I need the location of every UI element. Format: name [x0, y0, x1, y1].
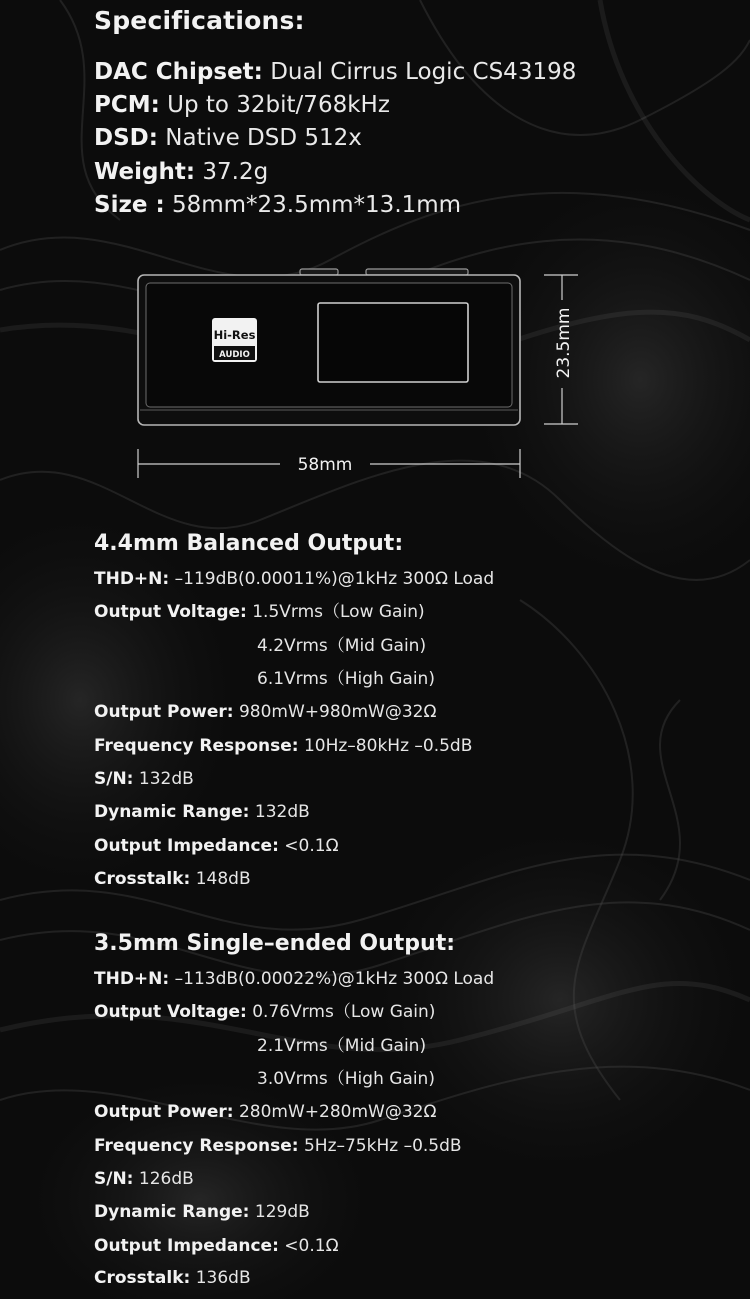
- row-value: 2.1Vrms（Mid Gain): [257, 1036, 427, 1056]
- row-value: 126dB: [138, 1169, 194, 1189]
- row-label: S/N:: [94, 769, 134, 789]
- balanced-thd-row: [94, 568, 494, 590]
- row-value: 980mW+980mW@32Ω: [238, 702, 437, 722]
- hi-res-logo-bottom-text: AUDIO: [219, 350, 250, 360]
- row-value: <0.1Ω: [284, 1236, 339, 1256]
- balanced-output-title: 4.4mm Balanced Output:: [94, 531, 404, 556]
- row-value: 6.1Vrms（High Gain): [257, 669, 435, 689]
- balanced-crosstalk-row: [94, 868, 251, 890]
- row-label: Output Voltage:: [94, 1002, 247, 1022]
- spec-value: 58mm*23.5mm*13.1mm: [171, 192, 462, 218]
- row-label: Output Impedance:: [94, 1236, 279, 1256]
- row-label: Output Power:: [94, 1102, 234, 1122]
- row-value: 280mW+280mW@32Ω: [238, 1102, 437, 1122]
- spec-label: DAC Chipset:: [94, 59, 263, 85]
- device-dimension-diagram: [0, 0, 750, 520]
- height-label: 23.5mm: [554, 307, 574, 379]
- single-crosstalk-row: [94, 1267, 251, 1289]
- row-label: THD+N:: [94, 969, 170, 989]
- row-label: Dynamic Range:: [94, 1202, 250, 1222]
- spec-label: Weight:: [94, 159, 196, 185]
- row-value: 5Hz–75kHz –0.5dB: [303, 1136, 462, 1156]
- row-value: 136dB: [195, 1268, 251, 1288]
- row-value: 148dB: [195, 869, 251, 889]
- single-voltage-high-row: [257, 1068, 435, 1090]
- width-label: 58mm: [297, 455, 353, 475]
- row-value: 129dB: [254, 1202, 310, 1222]
- balanced-voltage-mid-row: [257, 635, 426, 657]
- row-label: Frequency Response:: [94, 1136, 299, 1156]
- single-frequency-row: [94, 1135, 462, 1157]
- balanced-voltage-row: [94, 601, 425, 623]
- balanced-voltage-high-row: [257, 668, 435, 690]
- single-sn-row: [94, 1168, 194, 1190]
- spec-value: 37.2g: [202, 159, 269, 185]
- row-value: 4.2Vrms（Mid Gain): [257, 636, 427, 656]
- row-value: –119dB(0.00011%)@1kHz 300Ω Load: [174, 569, 495, 589]
- row-label: THD+N:: [94, 569, 170, 589]
- row-value: 132dB: [138, 769, 194, 789]
- row-label: Dynamic Range:: [94, 802, 250, 822]
- row-label: S/N:: [94, 1169, 134, 1189]
- single-dynamic-range-row: [94, 1201, 310, 1223]
- spec-value: Dual Cirrus Logic CS43198: [270, 59, 577, 85]
- single-power-row: [94, 1101, 436, 1123]
- balanced-power-row: [94, 701, 436, 723]
- row-value: <0.1Ω: [284, 836, 339, 856]
- spec-label: Size :: [94, 192, 165, 218]
- row-value: 1.5Vrms（Low Gain): [252, 602, 425, 622]
- row-label: Crosstalk:: [94, 1268, 191, 1288]
- single-ended-output-title: 3.5mm Single–ended Output:: [94, 931, 456, 956]
- row-label: Crosstalk:: [94, 869, 191, 889]
- specifications-title: Specifications:: [94, 6, 305, 35]
- balanced-impedance-row: [94, 835, 339, 857]
- device-screen: [318, 303, 468, 382]
- row-value: 3.0Vrms（High Gain): [257, 1069, 435, 1089]
- row-value: 0.76Vrms（Low Gain): [252, 1002, 436, 1022]
- row-value: 10Hz–80kHz –0.5dB: [303, 736, 473, 756]
- single-voltage-mid-row: [257, 1035, 426, 1057]
- balanced-sn-row: [94, 768, 194, 790]
- single-voltage-row: [94, 1001, 435, 1023]
- balanced-dynamic-range-row: [94, 801, 310, 823]
- row-label: Output Impedance:: [94, 836, 279, 856]
- balanced-frequency-row: [94, 735, 472, 757]
- spec-value: Native DSD 512x: [165, 125, 362, 151]
- row-label: Output Voltage:: [94, 602, 247, 622]
- row-value: –113dB(0.00022%)@1kHz 300Ω Load: [174, 969, 495, 989]
- single-impedance-row: [94, 1235, 339, 1257]
- device-port-left: [300, 269, 338, 275]
- row-label: Output Power:: [94, 702, 234, 722]
- hi-res-audio-logo: [212, 318, 257, 362]
- spec-label: DSD:: [94, 125, 158, 151]
- spec-value: Up to 32bit/768kHz: [167, 92, 390, 118]
- hi-res-logo-top-text: Hi-Res: [213, 328, 256, 342]
- row-value: 132dB: [254, 802, 310, 822]
- single-thd-row: [94, 968, 494, 990]
- spec-label: PCM:: [94, 92, 160, 118]
- device-port-right: [366, 269, 468, 275]
- row-label: Frequency Response:: [94, 736, 299, 756]
